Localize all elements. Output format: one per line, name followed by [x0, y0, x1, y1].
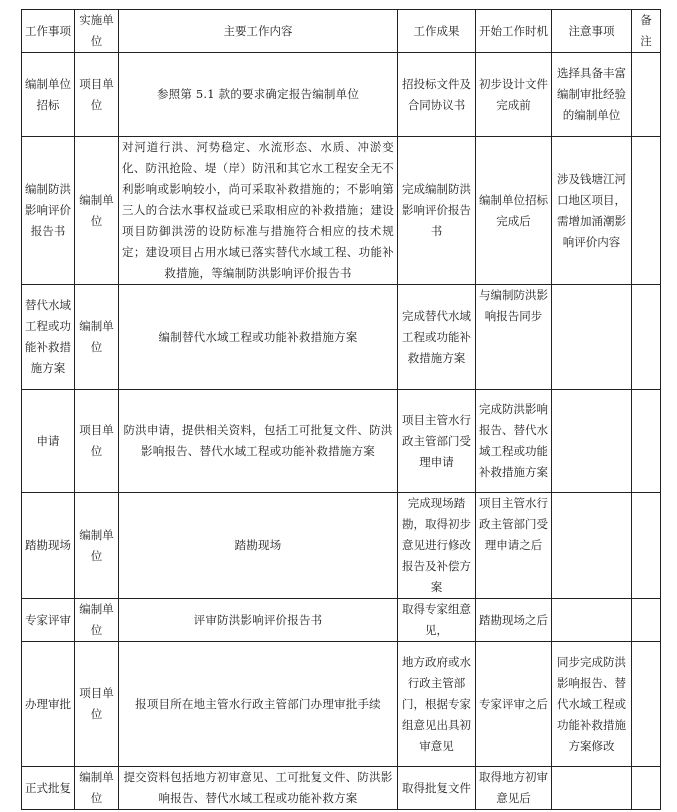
cell-remark: [632, 285, 661, 390]
cell-unit: 编制单位: [75, 137, 119, 285]
cell-unit: 项目单位: [75, 390, 119, 493]
cell-content: 踏勘现场: [119, 493, 398, 599]
cell-remark: [632, 390, 661, 493]
cell-content: 报项目所在地主管水行政主管部门办理审批手续: [119, 642, 398, 767]
cell-item: 踏勘现场: [22, 493, 75, 599]
cell-result: 取得专家组意见，: [398, 599, 476, 642]
cell-remark: [632, 53, 661, 137]
cell-item: 替代水域工程或功能补救措施方案: [22, 285, 75, 390]
table-row: [22, 599, 661, 642]
cell-timing: 编制单位招标完成后: [476, 137, 552, 285]
cell-unit: 编制单位: [75, 493, 119, 599]
cell-remark: [632, 493, 661, 599]
table-row: [22, 767, 661, 810]
cell-result: 完成现场踏勘，取得初步意见进行修改报告及补偿方案: [398, 493, 476, 599]
header-work-item: 工作事项: [22, 10, 75, 53]
table-row: [22, 642, 661, 767]
cell-notes: 选择具备丰富编制审批经验的编制单位: [552, 53, 632, 137]
table-row: [22, 137, 661, 285]
cell-result: 完成编制防洪影响评价报告书: [398, 137, 476, 285]
cell-content: 提交资料包括地方初审意见、工可批复文件、防洪影响报告、替代水域工程或功能补救方案: [119, 767, 398, 810]
cell-notes: [552, 767, 632, 810]
table-row: [22, 285, 661, 390]
cell-remark: [632, 767, 661, 810]
cell-notes: [552, 599, 632, 642]
cell-unit: 项目单位: [75, 642, 119, 767]
cell-timing: 初步设计文件完成前: [476, 53, 552, 137]
table-row: [22, 390, 661, 493]
work-process-table: [21, 9, 661, 810]
cell-item: 办理审批: [22, 642, 75, 767]
cell-content: 编制替代水域工程或功能补救措施方案: [119, 285, 398, 390]
cell-timing: 专家评审之后: [476, 642, 552, 767]
cell-remark: [632, 642, 661, 767]
cell-notes: 同步完成防洪影响报告、替代水域工程或功能补救措施方案修改: [552, 642, 632, 767]
cell-unit: 编制单位: [75, 285, 119, 390]
cell-item: 申请: [22, 390, 75, 493]
cell-result: 地方政府或水行政主管部门，根据专家组意见出具初审意见: [398, 642, 476, 767]
cell-timing: 踏勘现场之后: [476, 599, 552, 642]
cell-content: 评审防洪影响评价报告书: [119, 599, 398, 642]
cell-result: 完成替代水域工程或功能补救措施方案: [398, 285, 476, 390]
header-notes: 注意事项: [552, 10, 632, 53]
cell-result: 招投标文件及合同协议书: [398, 53, 476, 137]
header-result: 工作成果: [398, 10, 476, 53]
cell-result: 取得批复文件: [398, 767, 476, 810]
cell-unit: 项目单位: [75, 53, 119, 137]
cell-unit: 编制单位: [75, 767, 119, 810]
cell-content: 参照第 5.1 款的要求确定报告编制单位: [119, 53, 398, 137]
cell-remark: [632, 137, 661, 285]
cell-timing: 与编制防洪影响报告同步: [476, 285, 552, 390]
cell-item: 编制防洪影响评价报告书: [22, 137, 75, 285]
table-row: [22, 493, 661, 599]
cell-timing: 取得地方初审意见后: [476, 767, 552, 810]
cell-unit: 编制单位: [75, 599, 119, 642]
cell-notes: [552, 390, 632, 493]
header-row: [22, 10, 661, 53]
header-main-content: 主要工作内容: [119, 10, 398, 53]
cell-item: 专家评审: [22, 599, 75, 642]
header-unit: 实施单位: [75, 10, 119, 53]
cell-item: 编制单位招标: [22, 53, 75, 137]
cell-result: 项目主管水行政主管部门受理申请: [398, 390, 476, 493]
cell-item: 正式批复: [22, 767, 75, 810]
cell-notes: [552, 493, 632, 599]
cell-timing: 完成防洪影响报告、替代水域工程或功能补救措施方案: [476, 390, 552, 493]
cell-content: 对河道行洪、河势稳定、水流形态、水质、冲淤变化、防汛抢险、堤（岸）防汛和其它水工程安全无不利影响或影响较小，尚可采取补救措施的；不影响第三人的合法水事权益或已采取相应的补救措施；建设项目防御洪涝的设防标准与措施符合相应的技术规定；建设项目占用水域已落实替代水域工程、功能补救措施，等编制防洪影响评价报告书: [119, 137, 398, 285]
cell-content: 防洪申请，提供相关资料，包括工可批复文件、防洪影响报告、替代水域工程或功能补救措施方案: [119, 390, 398, 493]
cell-notes: [552, 285, 632, 390]
cell-notes: 涉及钱塘江河口地区项目，需增加涌潮影响评价内容: [552, 137, 632, 285]
header-remark: 备注: [632, 10, 661, 53]
header-timing: 开始工作时机: [476, 10, 552, 53]
cell-remark: [632, 599, 661, 642]
table-row: [22, 53, 661, 137]
cell-timing: 项目主管水行政主管部门受理申请之后: [476, 493, 552, 599]
